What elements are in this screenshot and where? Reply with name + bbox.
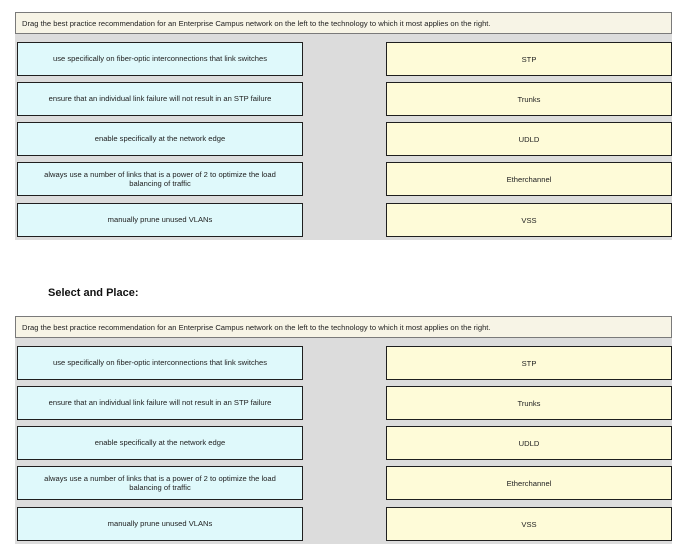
technology-target[interactable]: Etherchannel	[386, 162, 672, 196]
recommendation-item[interactable]: enable specifically at the network edge	[17, 426, 303, 460]
recommendation-item[interactable]: manually prune unused VLANs	[17, 203, 303, 237]
technology-target[interactable]: UDLD	[386, 122, 672, 156]
instruction-text: Drag the best practice recommendation for an Enterprise Campus network on the left to the technology to which it most applies on the right.	[15, 316, 672, 338]
recommendation-item[interactable]: ensure that an individual link failure will not result in an STP failure	[17, 82, 303, 116]
recommendation-item[interactable]: use specifically on fiber-optic interconnections that link switches	[17, 346, 303, 380]
recommendation-item[interactable]: always use a number of links that is a power of 2 to optimize the load balancing of traffic	[17, 466, 303, 500]
recommendation-item[interactable]: manually prune unused VLANs	[17, 507, 303, 541]
technology-target[interactable]: VSS	[386, 507, 672, 541]
technology-target[interactable]: Etherchannel	[386, 466, 672, 500]
technology-target[interactable]: STP	[386, 346, 672, 380]
instruction-text: Drag the best practice recommendation for an Enterprise Campus network on the left to the technology to which it most applies on the right.	[15, 12, 672, 34]
select-and-place-panel	[15, 316, 672, 544]
technology-target[interactable]: UDLD	[386, 426, 672, 460]
drag-drop-question-panel	[15, 12, 672, 240]
recommendation-item[interactable]: enable specifically at the network edge	[17, 122, 303, 156]
recommendation-item[interactable]: ensure that an individual link failure will not result in an STP failure	[17, 386, 303, 420]
technology-target[interactable]: STP	[386, 42, 672, 76]
technology-target[interactable]: Trunks	[386, 386, 672, 420]
recommendation-item[interactable]: always use a number of links that is a power of 2 to optimize the load balancing of traffic	[17, 162, 303, 196]
select-and-place-heading: Select and Place:	[48, 287, 139, 299]
technology-target[interactable]: VSS	[386, 203, 672, 237]
technology-target[interactable]: Trunks	[386, 82, 672, 116]
recommendation-item[interactable]: use specifically on fiber-optic interconnections that link switches	[17, 42, 303, 76]
